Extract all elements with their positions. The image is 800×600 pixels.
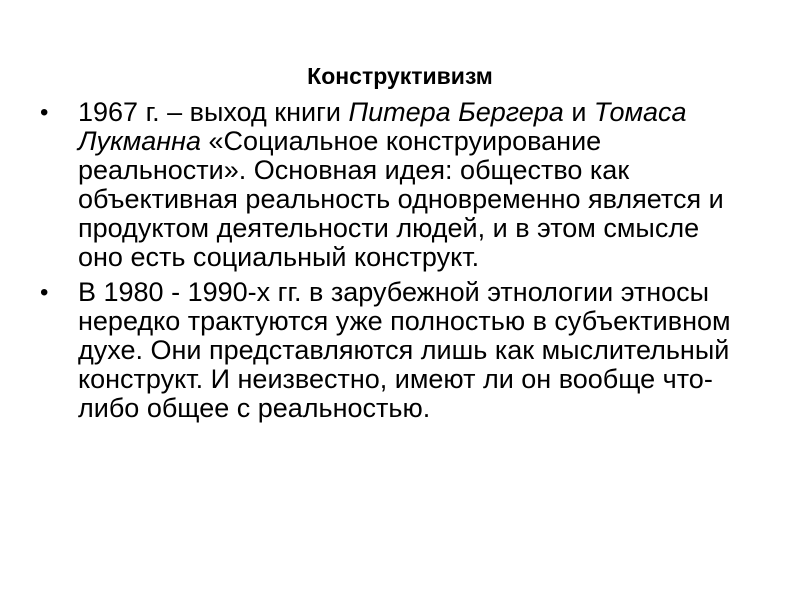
- author-name-berger: Питера Бергера: [348, 97, 564, 127]
- bullet-text-segment: В 1980 - 1990-х гг. в зарубежной этнологии этносы нередко трактуются уже полностью в субъективном духе. Они представляются лишь как мыслительный конструкт. И неизвестно, имеют ли он вообще что-либо общее с реальностью.: [78, 277, 731, 423]
- bullet-list: [40, 98, 745, 429]
- bullet-text-segment: «Социальное конструирование реальности». Основная идея: общество как объективная реальность одновременно является и продуктом деятельности людей, и в этом смысле оно есть социальный конструкт.: [78, 126, 724, 272]
- bullet-dot-icon: •: [40, 99, 49, 126]
- author-name-luckmann: Томаса Лукманна: [78, 97, 687, 156]
- bullet-text-segment: и: [563, 97, 594, 127]
- slide-title: Конструктивизм: [307, 63, 493, 89]
- bullet-item-1: [40, 98, 745, 272]
- bullet-text-segment: 1967 г. – выход книги: [78, 97, 349, 127]
- bullet-dot-icon: •: [40, 279, 49, 306]
- bullet-item-2: [40, 278, 745, 423]
